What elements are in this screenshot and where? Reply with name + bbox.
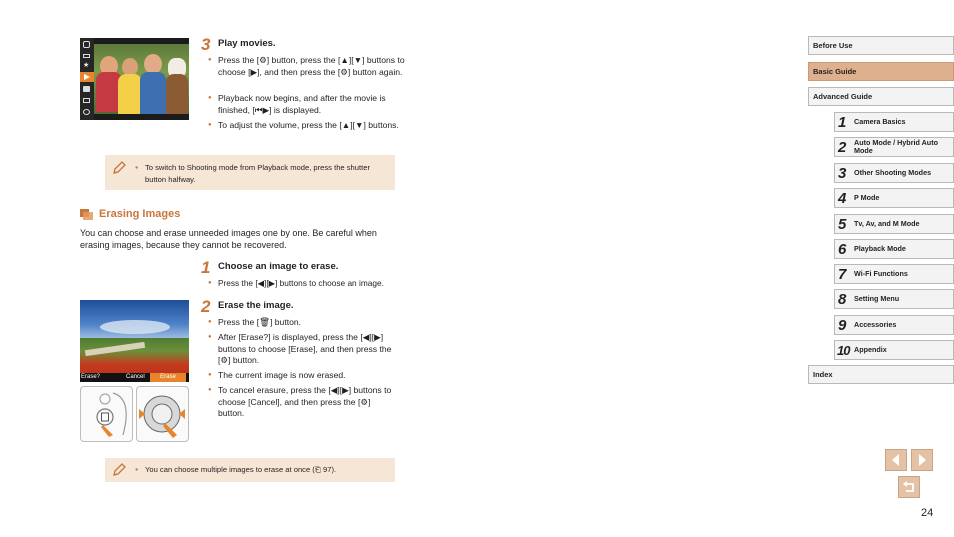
chapter-number: 5 — [838, 216, 847, 233]
cancel-option[interactable]: Cancel — [126, 374, 145, 380]
chapter-number: 3 — [838, 165, 847, 182]
note-text: ● You can choose multiple images to erase at once (⎗ 97). — [135, 464, 395, 476]
nav-chapter-9[interactable] — [834, 315, 954, 335]
chapter-label: Auto Mode / Hybrid Auto Mode — [854, 137, 938, 155]
cloud — [100, 320, 170, 334]
menu-icon — [83, 41, 90, 48]
nav-chapter-7[interactable] — [834, 264, 954, 284]
nav-chapter-5[interactable] — [834, 214, 954, 234]
nav-before-use[interactable]: Before Use — [808, 36, 954, 55]
chapter-number: 9 — [838, 317, 847, 334]
nav-chapter-10[interactable] — [834, 340, 954, 360]
return-button[interactable] — [898, 476, 920, 498]
instruction-bullet: ● Playback now begins, and after the movie is finished, [⏮▶] is displayed. — [208, 93, 408, 116]
arrow-right-icon — [912, 450, 932, 470]
nav-basic-guide[interactable]: Basic Guide — [808, 62, 954, 81]
chapter-label: Setting Menu — [854, 293, 900, 303]
step-number: 1 — [201, 258, 211, 277]
chapter-label: Wi-Fi Functions — [854, 268, 908, 278]
nav-chapter-1[interactable] — [834, 112, 954, 132]
erase-option-selected[interactable] — [150, 373, 186, 382]
trash-button-illustration — [83, 389, 131, 441]
chapter-label: P Mode — [854, 192, 880, 202]
nav-chapter-8[interactable] — [834, 289, 954, 309]
step-title: Play movies. — [218, 38, 276, 49]
instruction-bullet: ● To adjust the volume, press the [▲][▼] buttons. — [208, 120, 408, 132]
chapter-number: 6 — [838, 241, 847, 258]
camera-dial-illustration — [136, 386, 189, 442]
menu-icon — [83, 54, 90, 58]
control-dial-icon — [139, 389, 187, 441]
instruction-bullet: ● After [Erase?] is displayed, press the [◀][▶] buttons to choose [Erase], and then press the [⚙] button. — [208, 332, 393, 367]
person — [118, 74, 142, 114]
step-title: Erase the image. — [218, 300, 294, 311]
step-number: 2 — [201, 297, 211, 316]
movie-playback-screenshot — [80, 38, 189, 120]
chapter-label: Camera Basics — [854, 116, 906, 126]
menu-icon — [83, 98, 90, 103]
menu-icon — [83, 109, 90, 115]
chapter-number: 8 — [838, 291, 847, 308]
chapter-number: 2 — [838, 139, 847, 156]
instruction-bullet: ● To cancel erasure, press the [◀][▶] buttons to choose [Cancel], and then press the [⚙] button. — [208, 385, 393, 420]
note-text: ● To switch to Shooting mode from Playback mode, press the shutter button halfway. — [135, 162, 385, 186]
note-box — [105, 155, 395, 190]
nav-advanced-guide[interactable]: Advanced Guide — [808, 87, 954, 106]
dog — [166, 74, 188, 114]
pencil-icon — [111, 160, 127, 176]
chapter-label: Appendix — [854, 344, 887, 354]
note-box — [105, 458, 395, 482]
page-number: 24 — [921, 507, 934, 519]
instruction-bullet: ● Press the [◀][▶] buttons to choose an image. — [208, 278, 413, 290]
menu-icon — [83, 86, 90, 92]
nav-chapter-6[interactable] — [834, 239, 954, 259]
chapter-label: Accessories — [854, 319, 897, 329]
chapter-label: Playback Mode — [854, 243, 906, 253]
nav-chapter-2[interactable] — [834, 137, 954, 157]
return-icon — [899, 477, 919, 497]
chapter-number: 7 — [838, 266, 847, 283]
instruction-bullet: ● Press the [🗑] button. — [208, 317, 408, 329]
nav-chapter-3[interactable] — [834, 163, 954, 183]
camera-back-illustration — [80, 386, 133, 442]
erase-screenshot — [80, 300, 189, 382]
next-page-button[interactable] — [911, 449, 933, 471]
erase-option-label: Erase — [160, 374, 176, 380]
play-icon — [84, 74, 90, 80]
section-intro: You can choose and erase unneeded images one by one. Be careful when erasing images, because they cannot be recovered. — [80, 228, 377, 250]
person — [144, 54, 162, 74]
step-title: Choose an image to erase. — [218, 261, 339, 272]
erase-prompt: Erase? — [81, 374, 101, 380]
pencil-icon — [111, 462, 127, 478]
instruction-bullet: ● Press the [⚙] button, press the [▲][▼] buttons to choose [▶], and then press the [⚙] button again. — [208, 55, 408, 78]
nav-index[interactable]: Index — [808, 365, 954, 384]
chapter-number: 4 — [838, 190, 847, 207]
chapter-number: 1 — [838, 114, 847, 131]
instruction-bullet: ● The current image is now erased. — [208, 370, 408, 382]
previous-page-button[interactable] — [885, 449, 907, 471]
nav-chapter-4[interactable] — [834, 188, 954, 208]
star-icon: ★ — [83, 62, 90, 69]
chapter-label: Other Shooting Modes — [854, 167, 932, 177]
person — [140, 72, 166, 114]
section-icon — [80, 209, 93, 220]
family-photo — [94, 44, 189, 114]
arrow-left-icon — [886, 450, 906, 470]
chapter-number: 10 — [837, 343, 850, 358]
step-number: 3 — [201, 35, 211, 54]
section-title: Erasing Images — [99, 208, 181, 220]
chapter-label: Tv, Av, and M Mode — [854, 218, 920, 228]
